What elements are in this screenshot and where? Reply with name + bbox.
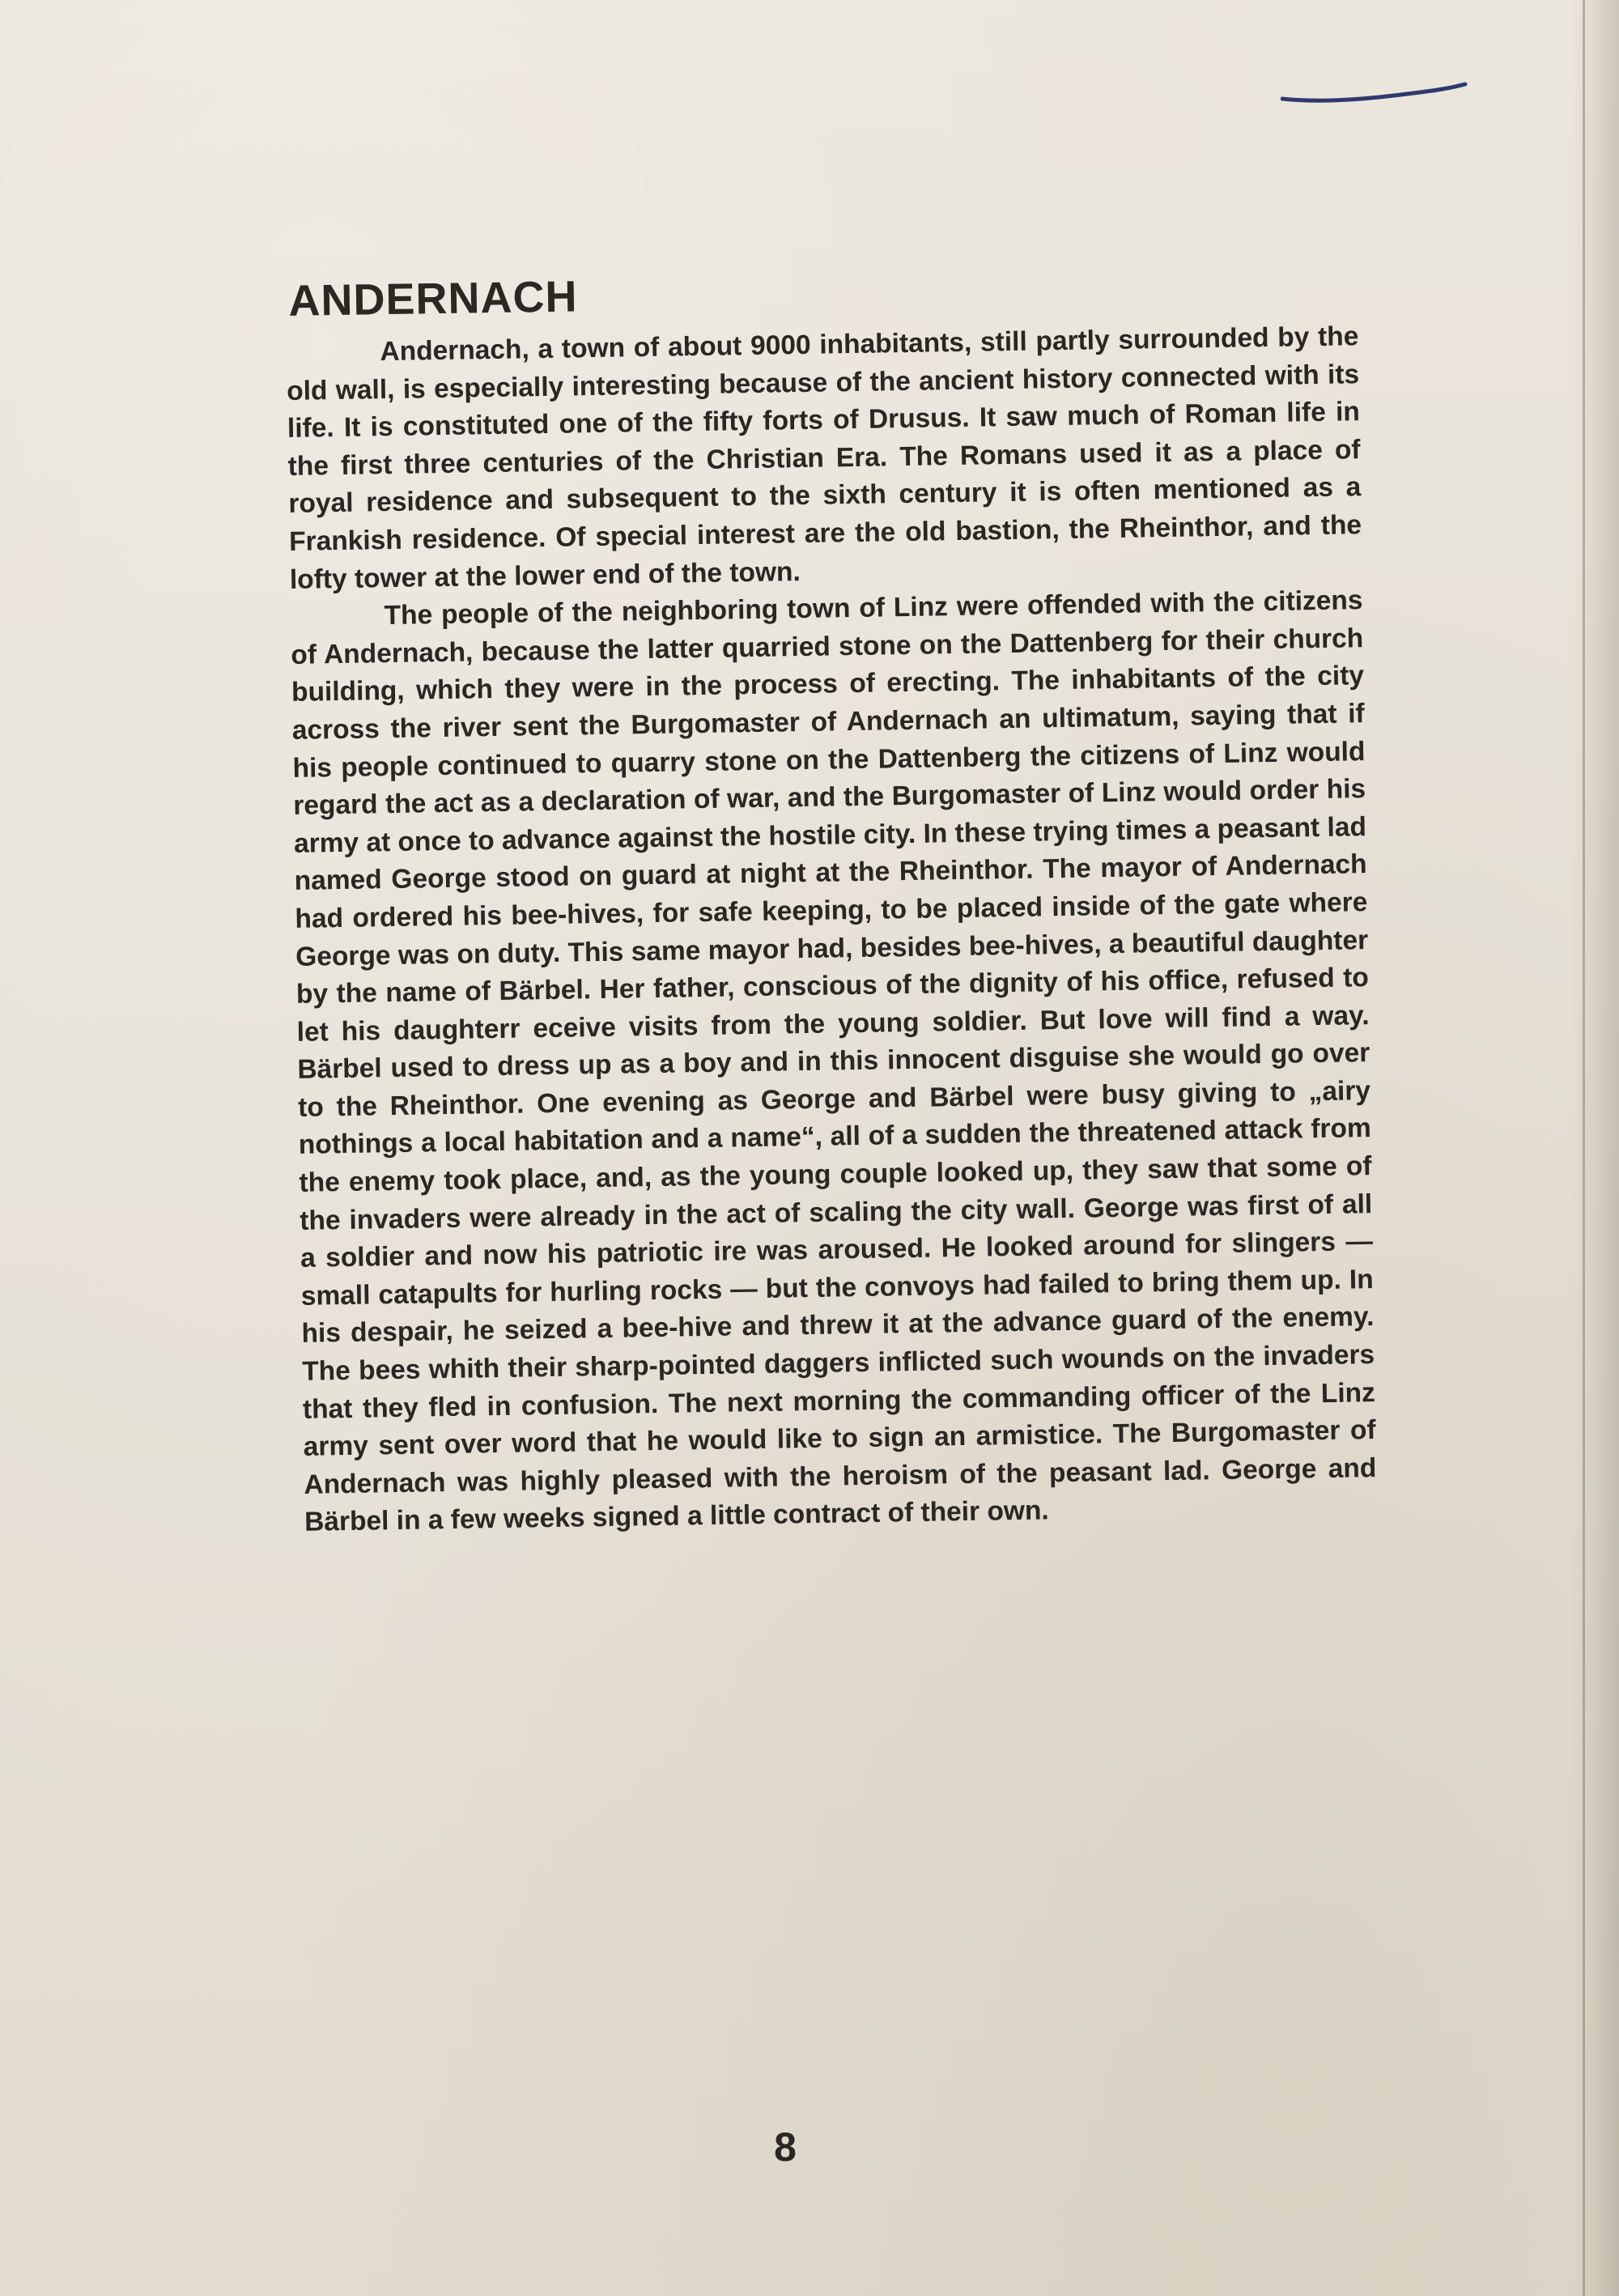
- page-edge-shadow: [1572, 0, 1619, 2296]
- text-block: [285, 258, 1377, 1542]
- page-title: ANDERNACH: [288, 272, 578, 325]
- paragraph-legend: The people of the neighboring town of Linz were offended with the citizens of Andernach, because the latter quarried stone on the Dattenberg for their church building, which they were in the process of erecting. The inhabitants of the city across the river sent the Burgomaster of Andernach an ultimatum, saying that if his people continued to quarry stone on the Dattenberg the citizens of Linz would regard the act as a declaration of war, and the Burgomaster of Linz would order his army at once to advance against the hostile city. In these trying times a peasant lad named George stood on guard at night at the Rheinthor. The mayor of Andernach had ordered his bee-hives, for safe keeping, to be placed inside of the gate where George was on duty. This same mayor had, besides bee-hives, a beautiful daughter by the name of Bärbel. Her father, conscious of the dignity of his office, refused to let his daughterr eceive visits from the young soldier. But love will find a way. Bärbel used to dress up as a boy and in this innocent disguise she would go over to the Rheinthor. One evening as George and Bärbel were busy giving to „airy nothings a local habitation and a name“, all of a sudden the threatened attack from the enemy took place, and, as the young couple looked up, they saw that some of the invaders were already in the act of scaling the city wall. George was first of all a soldier and now his patriotic ire was aroused. He looked around for slingers — small catapults for hurling rocks — but the convoys had failed to bring them up. In his despair, he seized a bee-hive and threw it at the advance guard of the enemy. The bees whith their sharp-pointed daggers inflicted such wounds on the invaders that they fled in confusion. The next morning the commanding officer of the Linz army sent over word that he would like to sign an armistice. The Burgomaster of Andernach was highly pleased with the heroism of the peasant lad. George and Bärbel in a few weeks signed a little contract of their own.: [291, 585, 1377, 1538]
- pen-stroke-mark: [1281, 78, 1468, 110]
- paragraph-history: Andernach, a town of about 9000 inhabitants, still partly surrounded by the old wall, is especially interesting because of the ancient history connected with its life. It is constituted one of the fifty forts of Drusus. It saw much of Roman life in the first three centuries of the Christian Era. The Romans used it as a place of royal residence and subsequent to the sixth century it is often mentioned as a Frankish residence. Of special interest are the old bastion, the Rheinthor, and the lofty tower at the lower end of the town.: [286, 321, 1362, 595]
- page-fold-line: [1583, 0, 1585, 2296]
- page-number: 8: [774, 2124, 797, 2170]
